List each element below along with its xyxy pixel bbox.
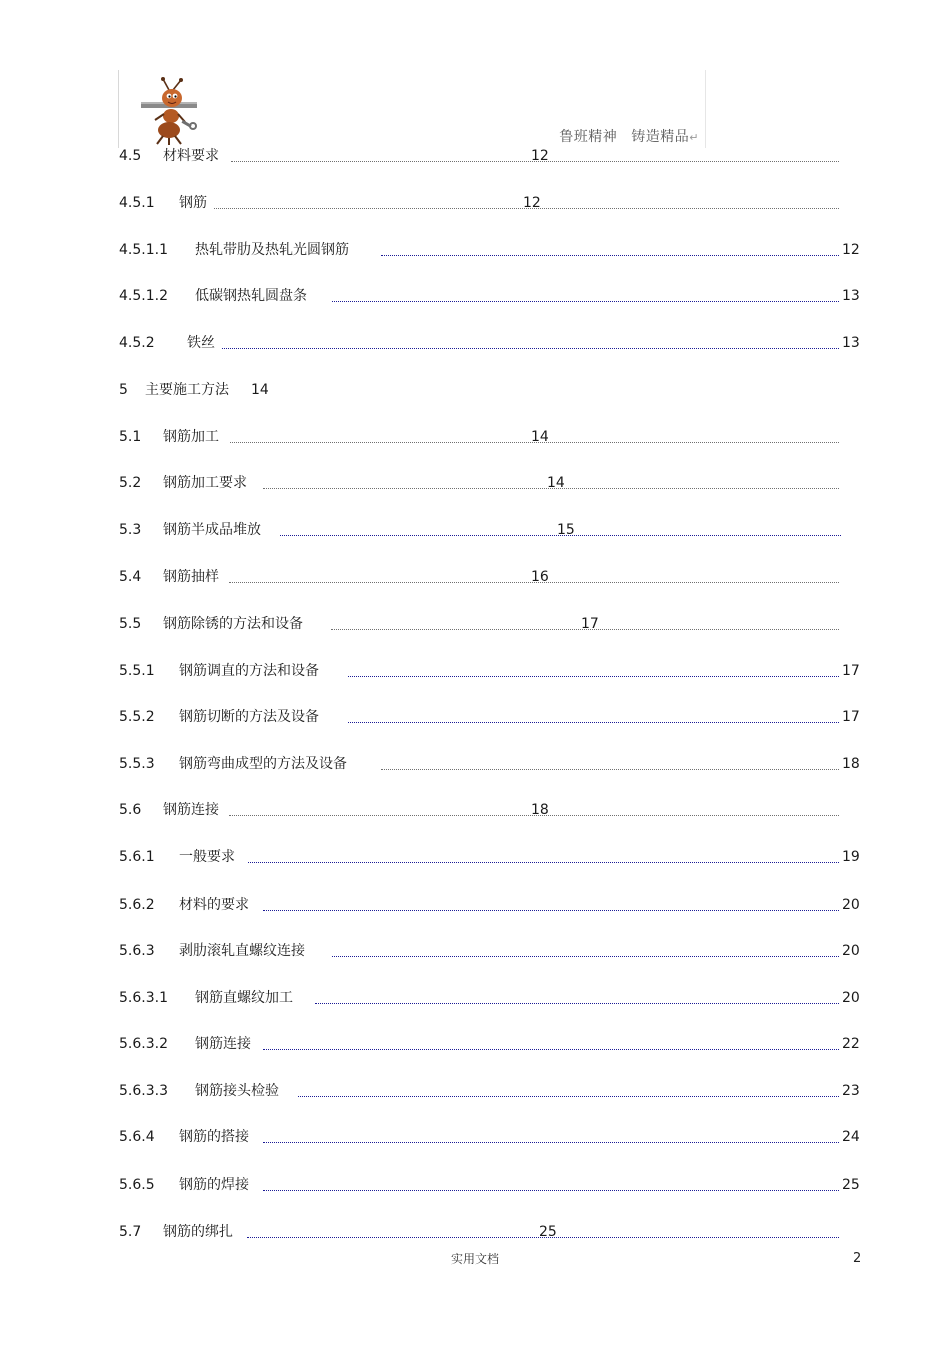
toc-entry-title: 一般要求 xyxy=(179,849,235,865)
toc-entry[interactable] xyxy=(119,942,879,964)
toc-entry-title: 钢筋的搭接 xyxy=(179,1129,249,1145)
toc-entry-number: 5.3 xyxy=(119,522,142,538)
toc-entry[interactable] xyxy=(119,568,879,590)
toc-entry-number: 5.5.3 xyxy=(119,756,155,772)
toc-entry-title: 钢筋直螺纹加工 xyxy=(195,990,293,1006)
toc-entry-page: 20 xyxy=(842,897,860,913)
toc-entry-title: 钢筋调直的方法和设备 xyxy=(179,663,319,679)
toc-entry-number: 4.5 xyxy=(119,148,142,164)
toc-entry[interactable] xyxy=(119,615,879,637)
toc-entry-page: 17 xyxy=(842,663,860,679)
toc-entry-title: 钢筋连接 xyxy=(195,1036,251,1052)
toc-entry-title: 低碳钢热轧圆盘条 xyxy=(195,288,307,304)
toc-entry-page: 22 xyxy=(842,1036,860,1052)
toc-entry[interactable] xyxy=(119,334,879,356)
toc-entry[interactable] xyxy=(119,708,879,730)
toc-entry-page: 12 xyxy=(523,195,541,211)
toc-entry[interactable] xyxy=(119,755,879,777)
toc-entry-title: 钢筋接头检验 xyxy=(195,1083,279,1099)
toc-entry[interactable] xyxy=(119,474,879,496)
toc-entry-number: 4.5.1.1 xyxy=(119,242,168,258)
toc-dot-leader xyxy=(298,1096,839,1097)
toc-dot-leader xyxy=(263,910,839,911)
toc-entry-number: 5.6.3.3 xyxy=(119,1083,168,1099)
toc-entry-number: 5.4 xyxy=(119,569,142,585)
toc-entry[interactable] xyxy=(119,287,879,309)
toc-entry-number: 5.6.1 xyxy=(119,849,155,865)
toc-entry-title: 钢筋的焊接 xyxy=(179,1177,249,1193)
toc-entry[interactable] xyxy=(119,428,879,450)
toc-entry-title: 钢筋加工要求 xyxy=(163,475,247,491)
toc-entry-page: 20 xyxy=(842,990,860,1006)
toc-entry-number: 5.6.4 xyxy=(119,1129,155,1145)
toc-entry-number: 5.6 xyxy=(119,802,142,818)
toc-entry-title: 钢筋抽样 xyxy=(163,569,219,585)
toc-entry-title: 钢筋 xyxy=(179,195,207,211)
toc-entry[interactable] xyxy=(119,241,879,263)
toc-entry-number: 5.6.5 xyxy=(119,1177,155,1193)
toc-entry-page: 14 xyxy=(251,382,269,398)
toc-entry-page: 19 xyxy=(842,849,860,865)
toc-entry-page: 17 xyxy=(842,709,860,725)
toc-entry-page: 15 xyxy=(557,522,575,538)
toc-entry[interactable] xyxy=(119,801,879,823)
toc-entry-page: 24 xyxy=(842,1129,860,1145)
toc-entry-title: 热轧带肋及热轧光圆钢筋 xyxy=(195,242,349,258)
toc-entry-title: 钢筋半成品堆放 xyxy=(163,522,261,538)
toc-dot-leader xyxy=(263,1142,839,1143)
toc-entry-number: 5.2 xyxy=(119,475,142,491)
toc-entry-title: 钢筋切断的方法及设备 xyxy=(179,709,319,725)
toc-entry-title: 钢筋连接 xyxy=(163,802,219,818)
return-mark-icon: ↵ xyxy=(689,131,699,144)
toc-entry[interactable] xyxy=(119,662,879,684)
toc-entry-page: 12 xyxy=(842,242,860,258)
toc-entry-page: 13 xyxy=(842,335,860,351)
footer-label: 实用文档 xyxy=(450,1252,499,1266)
toc-dot-leader xyxy=(263,1190,839,1191)
toc-dot-leader xyxy=(315,1003,839,1004)
toc-entry-title: 材料的要求 xyxy=(179,897,249,913)
toc-entry-page: 13 xyxy=(842,288,860,304)
toc-entry[interactable] xyxy=(119,381,879,403)
toc-dot-leader xyxy=(263,1049,839,1050)
toc-entry-number: 4.5.1 xyxy=(119,195,155,211)
toc-dot-leader xyxy=(222,348,839,349)
toc-entry-page: 14 xyxy=(531,429,549,445)
toc-entry[interactable] xyxy=(119,989,879,1011)
toc-entry[interactable] xyxy=(119,521,879,543)
toc-entry-page: 18 xyxy=(842,756,860,772)
toc-entry-title: 剥肋滚轧直螺纹连接 xyxy=(179,943,305,959)
toc-entry-title: 钢筋的绑扎 xyxy=(163,1224,233,1240)
toc-entry-title: 钢筋加工 xyxy=(163,429,219,445)
toc-dot-leader xyxy=(381,255,839,256)
toc-entry-number: 5 xyxy=(119,382,128,398)
toc-entry[interactable] xyxy=(119,1176,879,1198)
toc-entry-number: 5.5.2 xyxy=(119,709,155,725)
toc-dot-leader xyxy=(332,301,839,302)
toc-entry-page: 14 xyxy=(547,475,565,491)
toc-entry-number: 4.5.1.2 xyxy=(119,288,168,304)
toc-dot-leader xyxy=(332,956,839,957)
toc-entry-number: 5.1 xyxy=(119,429,142,445)
toc-entry-page: 17 xyxy=(581,616,599,632)
slogan-left: 鲁班精神 xyxy=(559,129,618,145)
toc-entry[interactable] xyxy=(119,1035,879,1057)
toc-entry[interactable] xyxy=(119,147,879,169)
toc-entry-page: 18 xyxy=(531,802,549,818)
toc-dot-leader xyxy=(248,862,839,863)
toc-entry[interactable] xyxy=(119,194,879,216)
page-number: 2 xyxy=(853,1251,862,1266)
toc-entry-number: 5.6.2 xyxy=(119,897,155,913)
toc-entry-page: 16 xyxy=(531,569,549,585)
toc-entry[interactable] xyxy=(119,1223,879,1245)
toc-dot-leader xyxy=(348,722,839,723)
toc-entry-page: 23 xyxy=(842,1083,860,1099)
toc-entry[interactable] xyxy=(119,896,879,918)
toc-entry-number: 5.6.3 xyxy=(119,943,155,959)
toc-entry-title: 钢筋弯曲成型的方法及设备 xyxy=(179,756,347,772)
toc-entry[interactable] xyxy=(119,1082,879,1104)
toc-entry-page: 12 xyxy=(531,148,549,164)
slogan-right: 铸造精品 xyxy=(631,129,690,145)
toc-dot-leader xyxy=(348,676,839,677)
toc-entry-number: 5.5.1 xyxy=(119,663,155,679)
toc-entry-number: 5.6.3.2 xyxy=(119,1036,168,1052)
toc-entry-number: 5.7 xyxy=(119,1224,142,1240)
toc-entry[interactable] xyxy=(119,848,879,870)
toc-entry-number: 4.5.2 xyxy=(119,335,155,351)
toc-entry-title: 材料要求 xyxy=(163,148,219,164)
toc-entry-page: 25 xyxy=(539,1224,557,1240)
toc-entry-page: 25 xyxy=(842,1177,860,1193)
toc-entry-title: 钢筋除锈的方法和设备 xyxy=(163,616,303,632)
toc-entry-number: 5.6.3.1 xyxy=(119,990,168,1006)
toc-entry-number: 5.5 xyxy=(119,616,142,632)
toc-entry-page: 20 xyxy=(842,943,860,959)
toc-entry-title: 主要施工方法 xyxy=(145,382,229,398)
toc-dot-leader xyxy=(381,769,839,770)
toc-entry[interactable] xyxy=(119,1128,879,1150)
toc-entry-title: 铁丝 xyxy=(187,335,215,351)
